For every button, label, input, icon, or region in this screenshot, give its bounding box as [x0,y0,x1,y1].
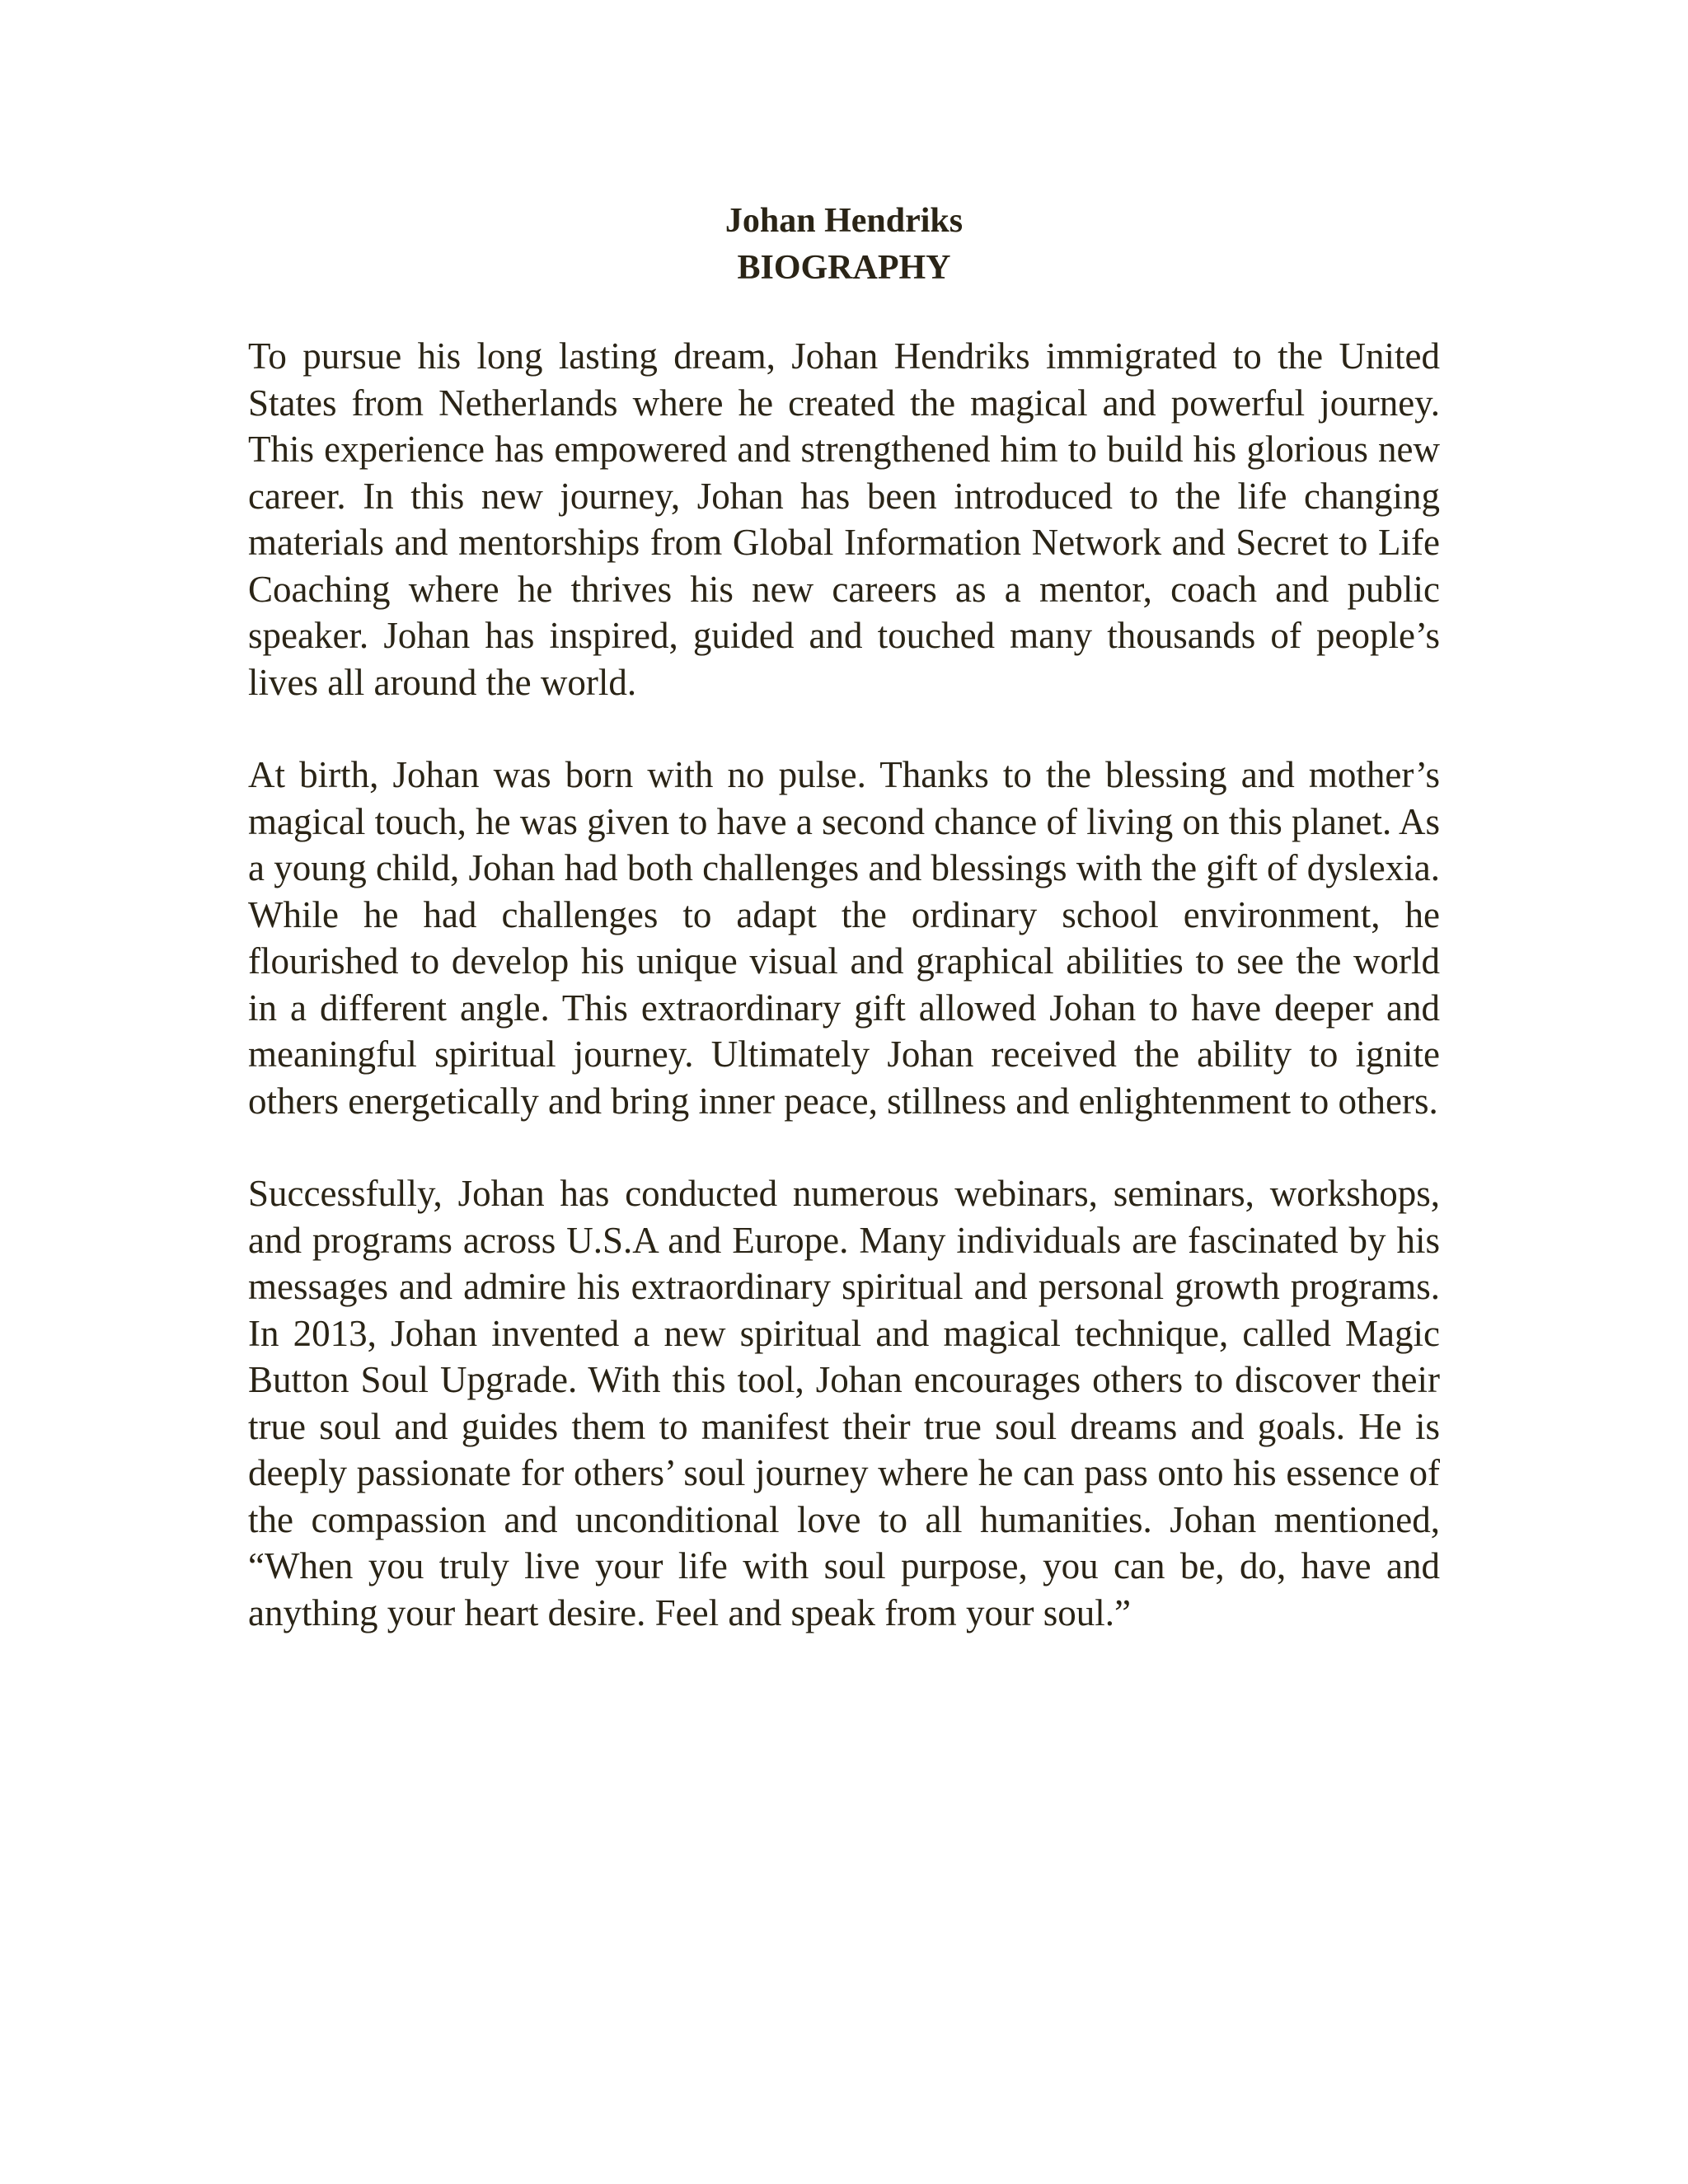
page-title [248,198,1440,292]
paragraph-career: To pursue his long lasting dream, Johan Hendriks immigrated to the United States from Netherlands where he created the magical and powerful journey. This experience has empowered and strengthened him to build his glorious new career. In this new journey, Johan has been introduced to the life changing materials and mentorships from Global Information Network and Secret to Life Coaching where he thrives his new careers as a mentor, coach and public speaker. Johan has inspired, guided and touched many thousands of people’s lives all around the world. [248,335,1440,703]
person-name: Johan Hendriks [724,202,964,240]
paragraph-programs: Successfully, Johan has conducted numerous webinars, seminars, workshops, and programs across U.S.A and Europe. Many individuals are fascinated by his messages and admire his extraordinary spiritual and personal growth programs. In 2013, Johan invented a new spiritual and magical technique, called Magic Button Soul Upgrade. With this tool, Johan encourages others to discover their true soul and guides them to manifest their true soul dreams and goals. He is deeply passionate for others’ soul journey where he can pass onto his essence of the compassion and unconditional love to all humanities. Johan mentioned, “When you truly live your life with soul purpose, you can be, do, have and anything your heart desire. Feel and speak from your soul.” [248,1173,1440,1633]
document-subtitle: BIOGRAPHY [737,249,951,287]
paragraph-birth: At birth, Johan was born with no pulse. Thanks to the blessing and mother’s magical touch, he was given to have a second chance of living on this planet. As a young child, Johan had both challenges and blessings with the gift of dyslexia. While he had challenges to adapt the ordinary school environment, he flourished to develop his unique visual and graphical abilities to see the world in a different angle. This extraordinary gift allowed Johan to have deeper and meaningful spiritual journey. Ultimately Johan received the ability to ignite others energetically and bring inner peace, stillness and enlightenment to others. [248,754,1440,1122]
biography-page [248,198,1440,1636]
